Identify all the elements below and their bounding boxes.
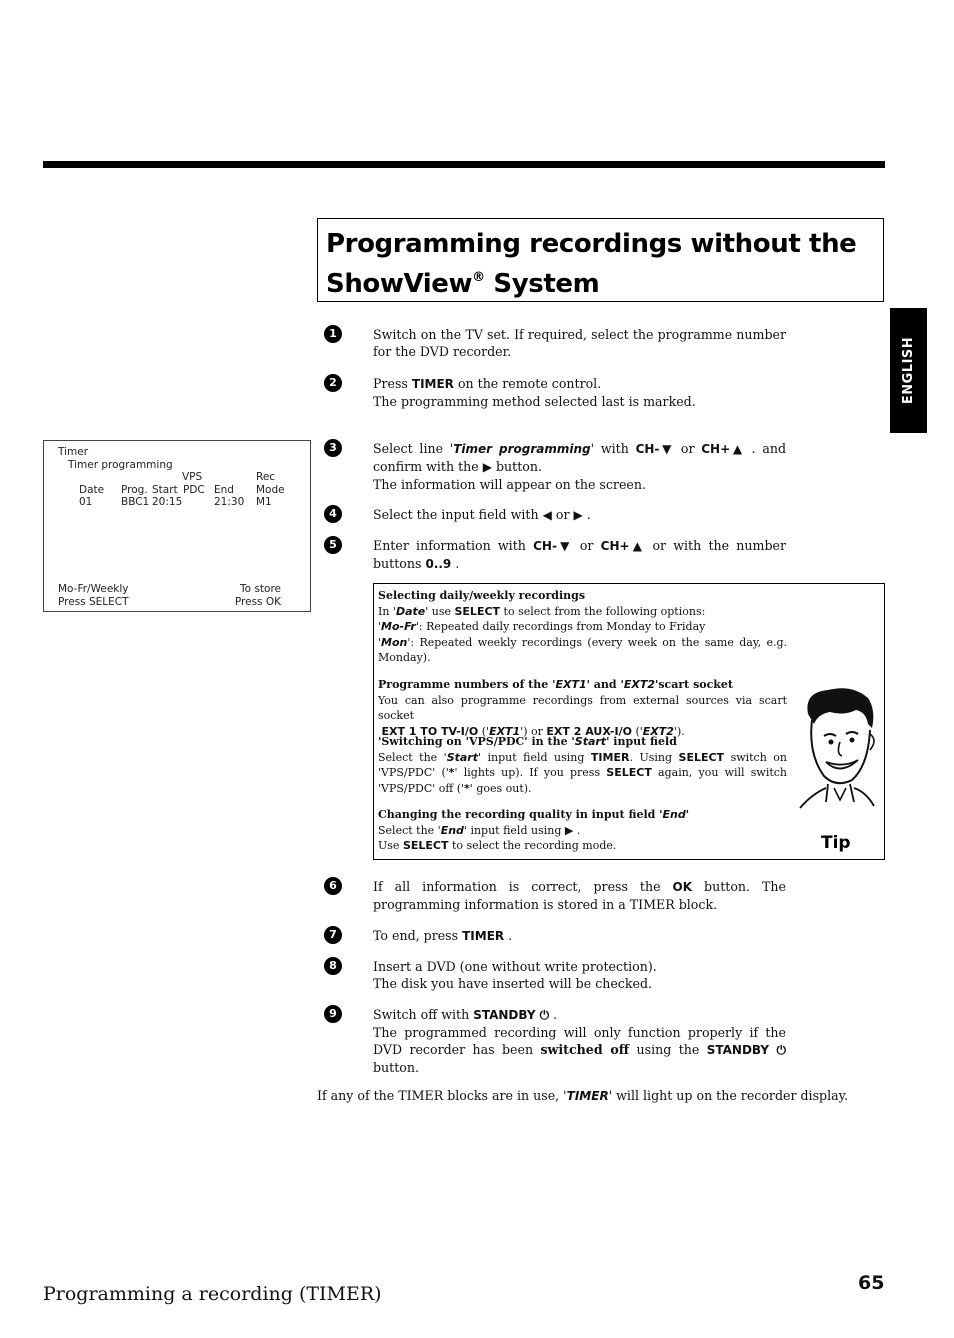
footer-section-title: Programming a recording (TIMER) (43, 1283, 382, 1305)
step-number-1: 1 (324, 325, 342, 343)
osd-vps-label: VPS (182, 471, 203, 483)
ch-plus-key: CH+ (600, 539, 630, 553)
language-label: ENGLISH (901, 336, 917, 405)
ch-plus-key: CH+ (701, 442, 731, 456)
tip-vps-pdc: 'Switching on 'VPS/PDC' in the 'Start' input field Select the 'Start' input field using TIMER. Using SELECT switch on 'VPS/PDC' ('*' lights up). If you press SELECT again, you will switch 'VPS/PDC' off ('*' goes out). (378, 735, 788, 795)
osd-value-start: 20:15 (152, 496, 183, 508)
step-9-text: Switch off with STANDBY ⏻ . The programmed recording will only function properly if the DVD recorder has been switched off using the STANDBY ⏻ button. (373, 1007, 786, 1075)
timer-key: TIMER (462, 929, 505, 943)
osd-value-end: 21:30 (214, 496, 245, 508)
timer-display-note: If any of the TIMER blocks are in use, 'TIMER' will light up on the recorder display. (317, 1088, 849, 1103)
osd-col-start: Start (152, 484, 178, 496)
ch-minus-key: CH- (635, 442, 660, 456)
number-keys: 0..9 (425, 557, 452, 571)
arrow-right-icon: ▶ (564, 823, 574, 837)
tip-label: Tip (821, 833, 851, 853)
registered-mark: ® (472, 270, 485, 285)
step-number-2: 2 (324, 374, 342, 392)
top-rule (43, 161, 885, 168)
arrow-right-icon: ▶ (573, 508, 583, 522)
osd-to-store: To store (240, 583, 281, 595)
osd-timer-heading: Timer (58, 446, 89, 458)
step-1-text: Switch on the TV set. If required, select the programme number for the DVD recorder. (373, 327, 786, 359)
standby-key: STANDBY (706, 1043, 770, 1057)
power-icon: ⏻ (539, 1008, 550, 1022)
power-icon: ⏻ (776, 1043, 786, 1057)
arrow-up-icon: ▲ (730, 442, 745, 456)
osd-col-end: End (214, 484, 234, 496)
tip-heading: Selecting daily/weekly recordings (378, 589, 586, 602)
osd-press-select: Press SELECT (58, 596, 129, 608)
step-5-text: Enter information with CH-▼ or CH+▲ or with the number buttons 0..9 . (373, 538, 786, 571)
osd-col-prog: Prog. (121, 484, 148, 496)
tip-heading: Changing the recording quality in input field 'End' (378, 808, 690, 821)
title-box (317, 218, 884, 302)
ok-key: OK (672, 880, 693, 894)
osd-col-mode: Mode (256, 484, 285, 496)
osd-value-prog: BBC1 (121, 496, 150, 508)
title-system: System (484, 269, 600, 299)
page-number: 65 (858, 1272, 885, 1294)
tip-box (373, 583, 885, 860)
step-number-9: 9 (324, 1005, 342, 1023)
step-3-text: Select line 'Timer programming' with CH-▼ or CH+▲ . and confirm with the ▶ button. The information will appear on the screen. (373, 441, 786, 492)
osd-value-date: 01 (79, 496, 93, 508)
title-showview: ShowView (326, 269, 473, 299)
arrow-down-icon: ▼ (556, 539, 573, 553)
ch-minus-key: CH- (533, 539, 557, 553)
arrow-up-icon: ▲ (629, 539, 646, 553)
timer-osd-screen (43, 440, 311, 612)
tip-mascot-icon (794, 684, 876, 824)
arrow-down-icon: ▼ (659, 442, 675, 456)
tip-recording-quality: Changing the recording quality in input field 'End' Select the 'End' input field using ▶ . Use SELECT to select the recording mode. (378, 808, 690, 852)
osd-mofr-weekly: Mo-Fr/Weekly (58, 583, 129, 595)
tip-heading: Programme numbers of the 'EXT1' and 'EXT2'scart socket (378, 678, 734, 691)
language-tab (890, 308, 927, 433)
step-number-5: 5 (324, 536, 342, 554)
step-number-6: 6 (324, 877, 342, 895)
title-line-1: Programming recordings without the (326, 229, 857, 259)
step-4-text: Select the input field with ◀ or ▶ . (373, 507, 591, 522)
osd-timer-programming: Timer programming (68, 459, 173, 471)
osd-press-ok: Press OK (234, 596, 281, 608)
page-title (326, 227, 875, 301)
standby-key: STANDBY (473, 1008, 536, 1022)
step-number-8: 8 (324, 957, 342, 975)
arrow-left-icon: ◀ (542, 508, 552, 522)
osd-col-date: Date (79, 484, 105, 496)
step-number-7: 7 (324, 926, 342, 944)
tip-ext-sockets: Programme numbers of the 'EXT1' and 'EXT2'scart socket You can also programme recordings from external sources via scart socket EXT 1 TO TV-I/O ('EXT1') or EXT 2 AUX-I/O ('EXT2'). (378, 678, 787, 738)
step-2-text: Press TIMER on the remote control. The programming method selected last is marked. (373, 376, 696, 409)
timer-key: TIMER (411, 377, 454, 391)
step-number-4: 4 (324, 505, 342, 523)
step-number-3: 3 (324, 439, 342, 457)
step-6-text: If all information is correct, press the OK button. The programming information is stored in a TIMER block. (373, 879, 786, 912)
osd-rec-label: Rec (256, 471, 276, 483)
osd-value-mode: M1 (256, 496, 272, 508)
step-8-text: Insert a DVD (one without write protection). The disk you have inserted will be checked. (373, 959, 657, 991)
arrow-right-icon: ▶ (482, 460, 492, 474)
osd-col-pdc: PDC (183, 484, 205, 496)
step-7-text: To end, press TIMER . (373, 928, 513, 943)
tip-daily-weekly: Selecting daily/weekly recordings In 'Date' use SELECT to select from the following options: 'Mo-Fr': Repeated daily recordings from Monday to Friday 'Mon': Repeated weekly recordings (every week on the same day, e.g. Monday). (378, 589, 787, 664)
tip-heading: 'Switching on 'VPS/PDC' in the 'Start' input field (378, 735, 677, 748)
